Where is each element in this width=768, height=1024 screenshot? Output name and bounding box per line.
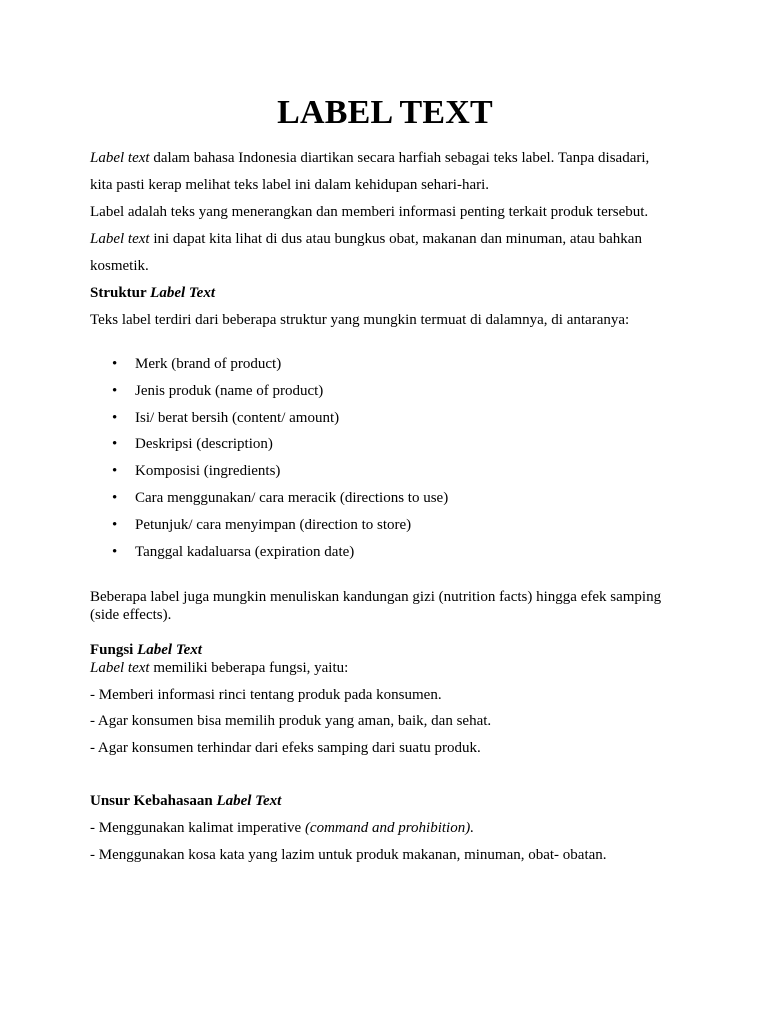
list-item-text: Petunjuk/ cara menyimpan (direction to store): [135, 516, 412, 533]
example-term: Label text: [90, 231, 150, 247]
fungsi-item-2: - Agar konsumen bisa memilih produk yang aman, baik, dan sehat.: [90, 713, 492, 729]
bullet-glyph: •: [112, 436, 118, 453]
list-item: [90, 458, 448, 485]
example-text: ini dapat kita lihat di dus atau bungkus obat, makanan dan minuman, atau bahkan: [149, 231, 642, 247]
struktur-note: Beberapa label juga mungkin menuliskan kandungan gizi (nutrition facts) hingga efek samping (side effects).: [90, 589, 662, 623]
unsur-heading: [90, 788, 281, 815]
list-item-text: Cara menggunakan/ cara meracik (directions to use): [135, 489, 449, 506]
bullet-glyph: •: [112, 489, 118, 506]
definition-paragraph: Label adalah teks yang menerangkan dan memberi informasi penting terkait produk tersebut.: [90, 204, 649, 220]
unsur-item-1: [90, 815, 474, 842]
intro-paragraph-line-2: kita pasti kerap melihat teks label ini dalam kehidupan sehari-hari.: [90, 177, 490, 193]
list-item: [90, 405, 448, 432]
struktur-heading: [90, 280, 215, 307]
fungsi-lead: [90, 655, 348, 682]
list-item-text: Merk (brand of product): [135, 356, 282, 372]
example-paragraph-line-2: kosmetik.: [90, 258, 149, 274]
list-item: [90, 539, 448, 566]
intro-term: Label text: [90, 150, 150, 166]
list-item: [90, 431, 448, 458]
example-paragraph-line-1: [90, 226, 642, 253]
list-item-text: Komposisi (ingredients): [135, 463, 281, 480]
struktur-lead: Teks label terdiri dari beberapa struktur yang mungkin termuat di dalamnya, di antaranya:: [90, 312, 630, 328]
bullet-glyph: •: [112, 356, 118, 372]
list-item-text: Deskripsi (description): [135, 436, 273, 453]
fungsi-item-3: - Agar konsumen terhindar dari efeks samping dari suatu produk.: [90, 740, 481, 756]
list-item: [90, 351, 448, 378]
list-item: [90, 485, 448, 512]
fungsi-lead-text: memiliki beberapa fungsi, yaitu:: [149, 660, 349, 676]
struktur-heading-text: Struktur: [90, 285, 151, 301]
fungsi-heading-text: Fungsi: [90, 642, 138, 658]
unsur-item-1-example: (command and prohibition).: [304, 820, 474, 836]
unsur-heading-text: Unsur Kebahasaan: [90, 793, 217, 809]
list-item-text: Jenis produk (name of product): [135, 382, 324, 399]
fungsi-heading-term: Label Text: [137, 642, 202, 658]
unsur-item-1-text: - Menggunakan kalimat imperative: [90, 820, 305, 836]
unsur-item-2: - Menggunakan kosa kata yang lazim untuk produk makanan, minuman, obat- obatan.: [90, 847, 607, 863]
unsur-heading-term: Label Text: [216, 793, 282, 809]
intro-paragraph-line-1: [90, 145, 649, 172]
struktur-heading-term: Label Text: [150, 285, 216, 301]
fungsi-item-1: - Memberi informasi rinci tentang produk pada konsumen.: [90, 687, 442, 703]
bullet-glyph: •: [112, 463, 118, 480]
list-item-text: Tanggal kadaluarsa (expiration date): [135, 543, 355, 560]
struktur-list: [90, 351, 448, 565]
list-item-text: Isi/ berat bersih (content/ amount): [135, 409, 340, 426]
fungsi-lead-term: Label text: [90, 660, 150, 676]
bullet-glyph: •: [112, 409, 118, 426]
bullet-glyph: •: [112, 543, 118, 560]
list-item: [90, 512, 448, 539]
list-item: [90, 378, 448, 405]
bullet-glyph: •: [112, 516, 118, 533]
intro-text: dalam bahasa Indonesia diartikan secara harfiah sebagai teks label. Tanpa disadari,: [149, 150, 650, 166]
document-title: LABEL TEXT: [277, 94, 493, 131]
bullet-glyph: •: [112, 382, 118, 399]
